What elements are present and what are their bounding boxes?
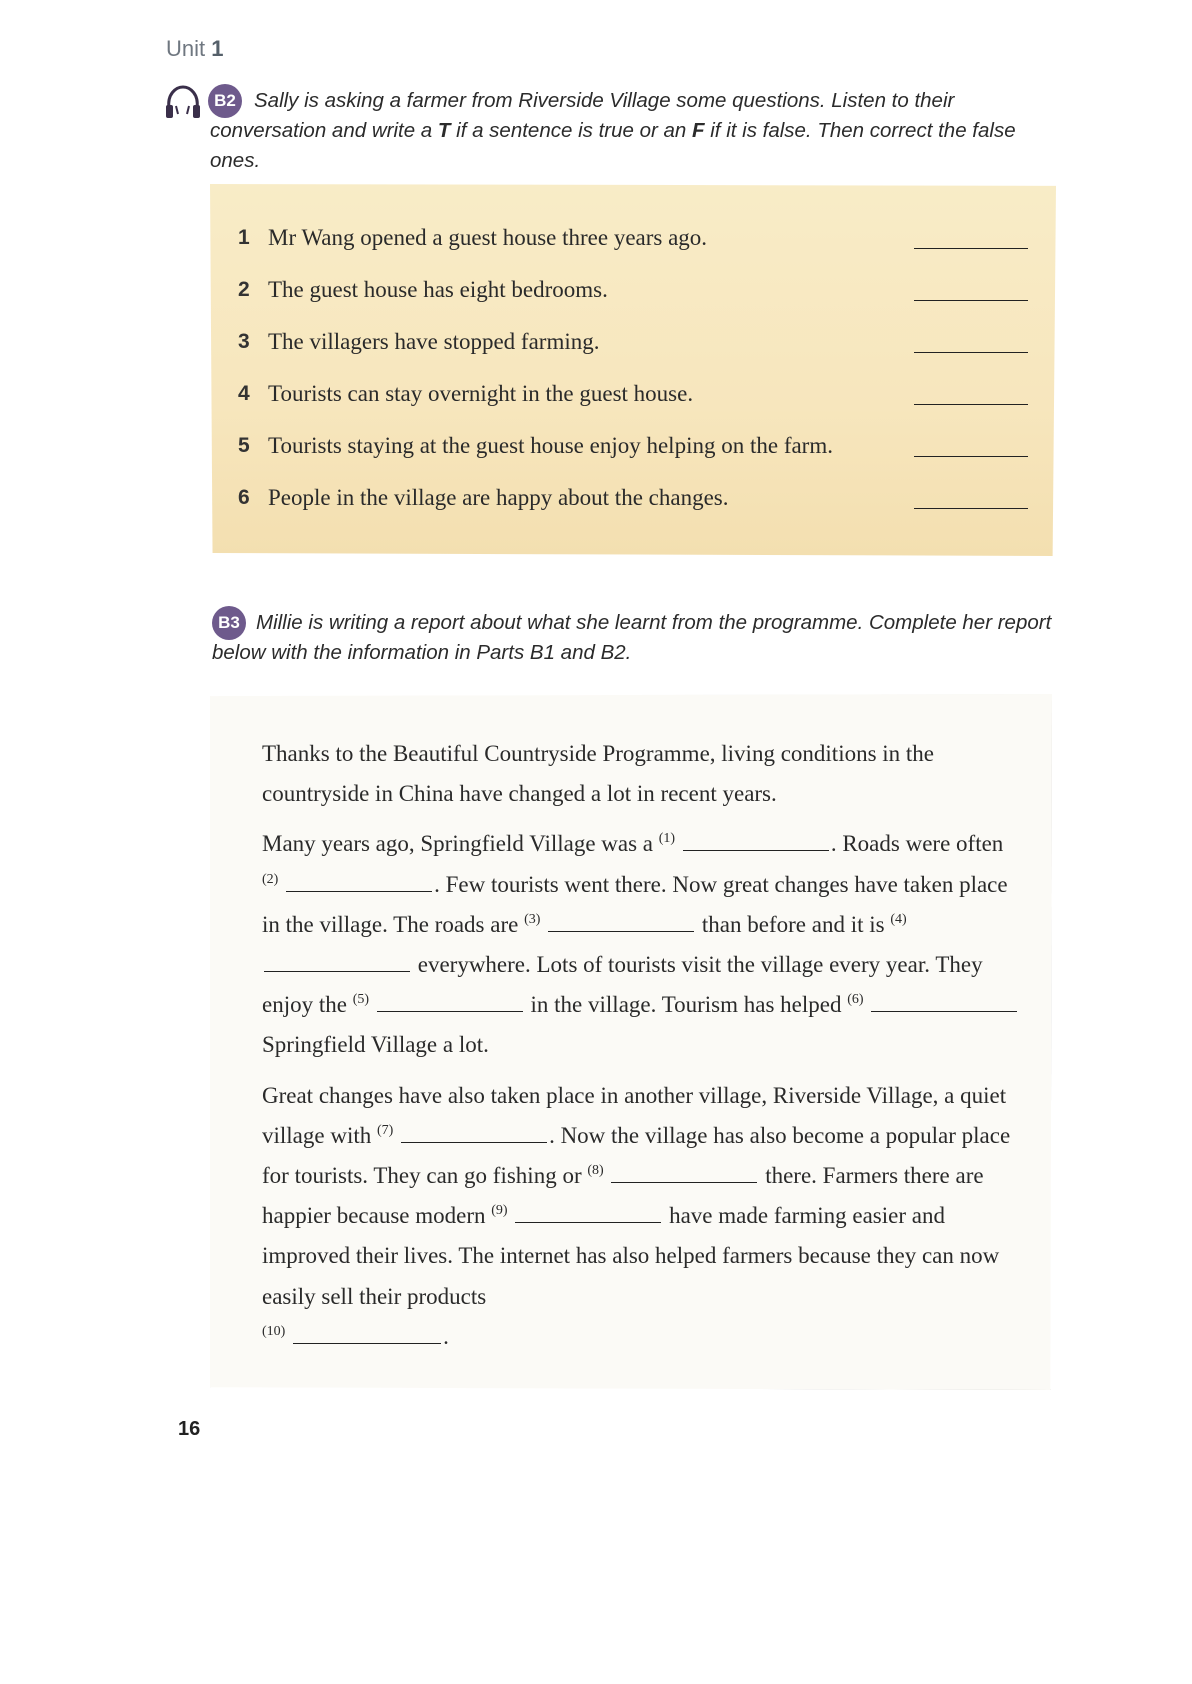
unit-word: Unit	[166, 36, 206, 61]
b2-badge: B2	[208, 84, 242, 118]
blank-number: (5)	[352, 992, 370, 1008]
f-letter: F	[692, 119, 705, 142]
report-text-segment: .	[443, 1323, 449, 1349]
report-text-segment: . Now the village has also become a popular place for tourists. They can go fishing or	[262, 1122, 1011, 1189]
blank-number: (8)	[587, 1163, 604, 1179]
item-number: 2	[238, 278, 250, 301]
report-blank-7[interactable]	[401, 1141, 547, 1143]
list-item	[238, 478, 1038, 530]
report-blank-4[interactable]	[264, 970, 410, 972]
item-number: 5	[238, 434, 250, 457]
item-number: 1	[238, 226, 250, 249]
b2-instruction-part2: if a sentence is true or an	[450, 119, 693, 142]
answer-blank[interactable]	[914, 352, 1028, 353]
report-blank-3[interactable]	[548, 930, 694, 932]
unit-label	[166, 36, 224, 62]
report-text-segment: . Roads were often	[830, 831, 1004, 857]
item-number: 4	[238, 382, 250, 405]
report-paragraph-3	[262, 1076, 1022, 1357]
b3-instruction	[212, 608, 1052, 668]
report-text-segment: . Few tourists went there. Now great changes have taken place in the village. The roads are	[262, 871, 1008, 937]
report-blank-9[interactable]	[515, 1221, 661, 1223]
t-letter: T	[437, 119, 451, 142]
item-text: Tourists can stay overnight in the guest house.	[268, 381, 694, 406]
list-item	[238, 322, 1038, 374]
list-item	[238, 426, 1038, 478]
headphones-icon	[164, 84, 202, 120]
report-text-segment: everywhere. Lots of tourists visit the village every year. They enjoy the	[262, 952, 983, 1018]
item-number: 6	[238, 486, 250, 509]
blank-number: (7)	[376, 1122, 394, 1138]
b3-instruction-text: Millie is writing a report about what she learnt from the programme. Complete her report below with the information in Parts B1 and B2.	[212, 611, 1052, 664]
blank-number: (9)	[491, 1203, 508, 1219]
list-item	[238, 218, 1038, 270]
answer-blank[interactable]	[914, 508, 1028, 509]
report-blank-6[interactable]	[871, 1010, 1017, 1012]
b3-badge: B3	[212, 606, 246, 640]
item-text: The villagers have stopped farming.	[268, 329, 600, 354]
blank-number: (10)	[262, 1323, 286, 1339]
report-blank-10[interactable]	[293, 1342, 441, 1344]
b2-instruction-part1: Sally is asking a farmer from Riverside Village some questions. Listen to their conversation and write a	[210, 89, 955, 142]
b2-instruction-part3: if it is false. Then correct the false ones.	[210, 119, 1016, 172]
answer-blank[interactable]	[914, 456, 1028, 457]
blank-number: (4)	[890, 911, 907, 927]
page-number: 16	[178, 1418, 201, 1440]
blank-number: (3)	[524, 911, 541, 927]
answer-blank[interactable]	[914, 404, 1028, 405]
item-text: Mr Wang opened a guest house three years ago.	[268, 225, 708, 250]
report-paragraph-2	[262, 824, 1022, 1065]
list-item	[238, 374, 1038, 426]
item-number: 3	[238, 330, 250, 353]
answer-blank[interactable]	[914, 300, 1028, 301]
answer-blank[interactable]	[914, 248, 1028, 249]
item-text: The guest house has eight bedrooms.	[268, 277, 608, 302]
list-item	[238, 270, 1038, 322]
unit-number: 1	[211, 36, 224, 61]
report-text-segment: Springfield Village a lot.	[262, 1032, 489, 1058]
b2-instruction	[210, 86, 1050, 176]
report-text-segment: in the village. Tourism has helped	[524, 992, 848, 1018]
item-text: Tourists staying at the guest house enjoy helping on the farm.	[268, 433, 833, 458]
report-blank-2[interactable]	[286, 890, 432, 892]
blank-number: (6)	[847, 992, 864, 1008]
blank-number: (2)	[262, 871, 279, 887]
report-blank-8[interactable]	[611, 1181, 757, 1183]
report-text-segment: Great changes have also taken place in another village, Riverside Village, a quiet village with	[262, 1082, 1007, 1148]
report-text-segment: Many years ago, Springfield Village was a	[262, 831, 659, 857]
true-false-list	[238, 218, 1038, 530]
report-blank-5[interactable]	[377, 1010, 523, 1012]
report-text-segment: than before and it is	[696, 911, 891, 937]
report-blank-1[interactable]	[683, 849, 829, 851]
item-text: People in the village are happy about the changes.	[268, 485, 729, 510]
blank-number: (1)	[658, 831, 676, 847]
report-text	[262, 734, 1022, 1367]
report-text-segment: have made farming easier and improved their lives. The internet has also helped farmers because they can now easily sell their products	[262, 1203, 1000, 1309]
report-text-segment: there. Farmers there are happier because modern	[262, 1163, 984, 1229]
report-paragraph-1: Thanks to the Beautiful Countryside Programme, living conditions in the countryside in China have changed a lot in recent years.	[262, 741, 935, 807]
